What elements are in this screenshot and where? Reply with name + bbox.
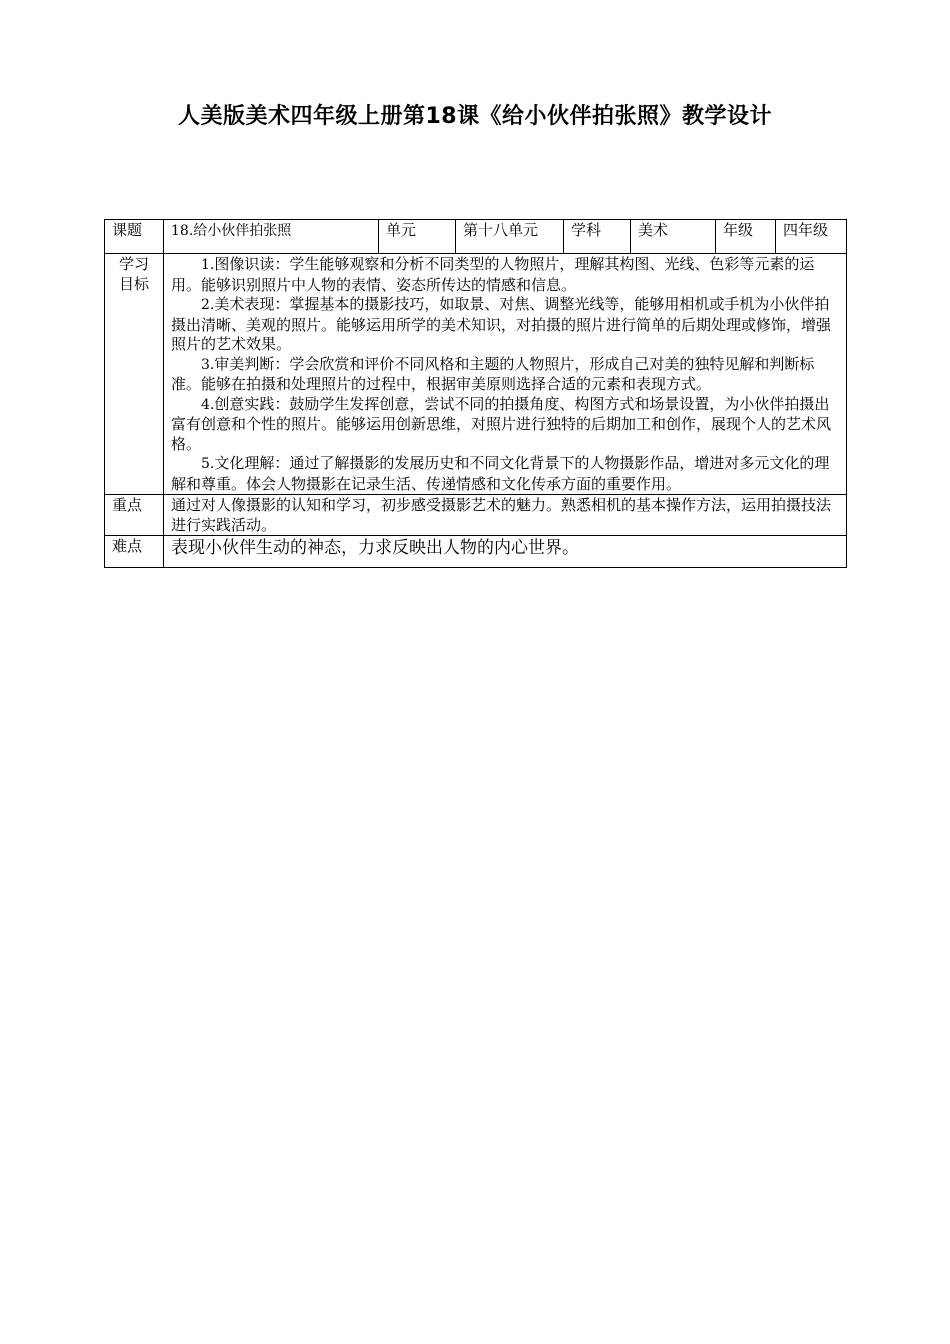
topic-value-text: 18.给小伙伴拍张照 xyxy=(171,223,292,239)
goals-content xyxy=(164,254,847,495)
topic-label: 课题 xyxy=(105,220,164,254)
page-title: 人美版美术四年级上册第18课《给小伙伴拍张照》教学设计 xyxy=(177,104,773,129)
key-point-label: 重点 xyxy=(105,495,164,536)
unit-value: 第十八单元 xyxy=(456,220,564,254)
subject-value: 美术 xyxy=(631,220,716,254)
difficult-point-text: 表现小伙伴生动的神态，力求反映出人物的内心世界。 xyxy=(164,536,847,568)
goals-label-line1: 学习 xyxy=(118,255,149,273)
goal-number: 2. xyxy=(201,297,215,313)
difficult-point-label: 难点 xyxy=(105,536,164,568)
lesson-plan-table xyxy=(104,219,847,568)
goal-item xyxy=(171,255,839,295)
goal-text: 美术表现：掌握基本的摄影技巧，如取景、对焦、调整光线等，能够用相机或手机为小伙伴拍摄出清晰、美观的照片。能够运用所学的美术知识，对拍摄的照片进行简单的后期处理或修饰，增强照片的艺术效果。 xyxy=(171,295,832,353)
goal-number: 1. xyxy=(201,257,215,273)
subject-label: 学科 xyxy=(564,220,631,254)
goal-text: 审美判断：学会欣赏和评价不同风格和主题的人物照片，形成自己对美的独特见解和判断标准。能够在拍摄和处理照片的过程中，根据审美原则选择合适的元素和表现方式。 xyxy=(171,354,815,393)
topic-value xyxy=(164,220,379,254)
goal-text: 创意实践：鼓励学生发挥创意，尝试不同的拍摄角度、构图方式和场景设置，为小伙伴拍摄出富有创意和个性的照片。能够运用创新思维，对照片进行独特的后期加工和创作，展现个人的艺术风格。 xyxy=(171,394,832,453)
goal-text: 图像识读：学生能够观察和分析不同类型的人物照片，理解其构图、光线、色彩等元素的运用。能够识别照片中人物的表情、姿态所传达的情感和信息。 xyxy=(171,255,815,294)
goal-number: 5. xyxy=(201,456,215,472)
key-point-text: 通过对人像摄影的认知和学习，初步感受摄影艺术的魅力。熟悉相机的基本操作方法，运用拍摄技法进行实践活动。 xyxy=(164,495,847,536)
goals-row xyxy=(105,254,847,495)
goals-label xyxy=(105,254,164,495)
grade-label: 年级 xyxy=(716,220,776,254)
goal-number: 4. xyxy=(201,396,215,413)
header-row xyxy=(105,220,847,254)
goal-item xyxy=(171,355,839,395)
goals-label-line2: 目标 xyxy=(118,274,149,293)
goal-text: 文化理解：通过了解摄影的发展历史和不同文化背景下的人物摄影作品，增进对多元文化的理解和尊重。体会人物摄影在记录生活、传递情感和文化传承方面的重要作用。 xyxy=(171,454,830,493)
goal-item xyxy=(171,395,839,455)
goal-number: 3. xyxy=(201,356,215,373)
goal-item xyxy=(171,295,839,355)
grade-value: 四年级 xyxy=(776,220,847,254)
key-point-row xyxy=(105,495,847,536)
goal-item xyxy=(171,454,839,494)
difficult-point-row xyxy=(105,536,847,568)
unit-label: 单元 xyxy=(379,220,456,254)
